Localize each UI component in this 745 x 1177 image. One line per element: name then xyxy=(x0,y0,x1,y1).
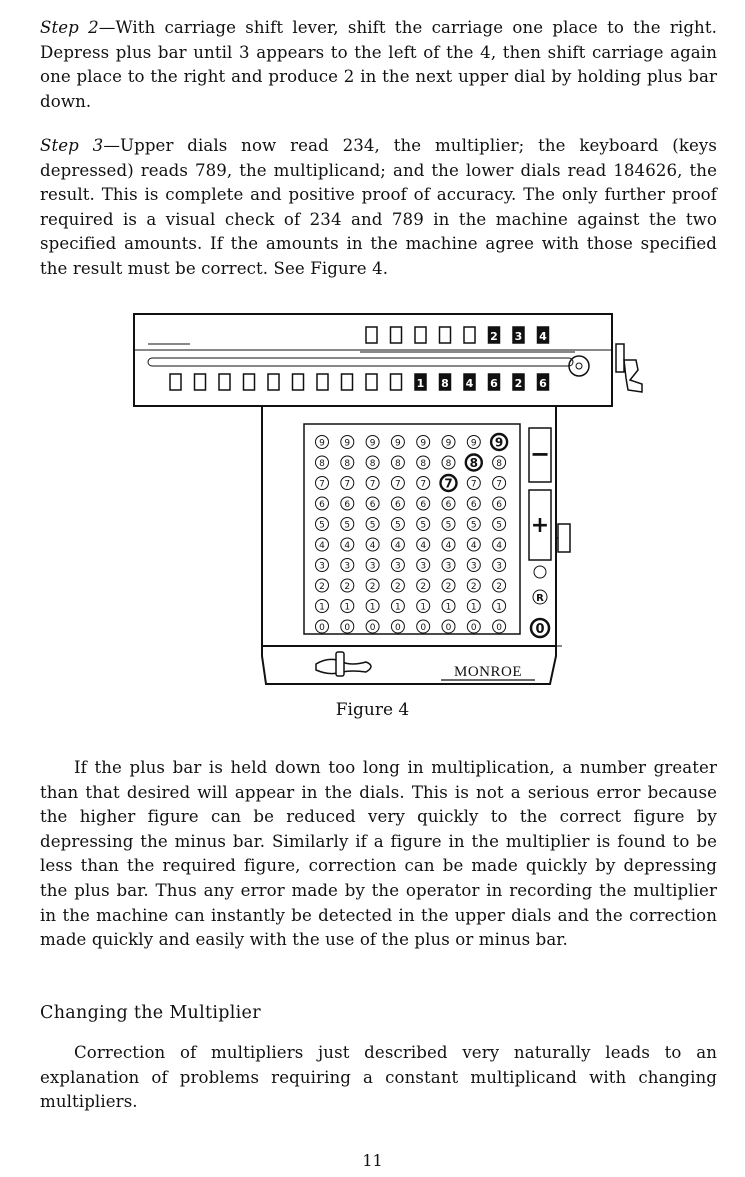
key-digit: 9 xyxy=(420,438,427,449)
key-digit: 5 xyxy=(496,520,502,531)
key-digit: 1 xyxy=(319,602,325,613)
key-digit: 9 xyxy=(494,435,504,450)
key-digit: 5 xyxy=(369,520,376,531)
key-digit: 4 xyxy=(344,541,351,551)
lower-dial xyxy=(342,374,353,390)
machine-body xyxy=(262,406,556,646)
upper-dial-digit: 4 xyxy=(539,330,547,343)
lower-dial xyxy=(268,374,279,390)
key-digit: 4 xyxy=(470,541,477,551)
key-digit: 9 xyxy=(369,438,376,449)
upper-dial xyxy=(391,327,402,343)
key-digit: 4 xyxy=(369,541,376,551)
side-r-key-label: R xyxy=(536,593,544,604)
keyboard-panel xyxy=(304,424,520,634)
key-digit: 1 xyxy=(369,602,376,613)
side-blank-key xyxy=(534,566,546,578)
plus-bar-paragraph: If the plus bar is held down too long in multiplication, a number greater than that desired will appear in the dials. This is not a serious error because the higher figure can be reduced very quickly to the correct figure by depressing the minus bar. Similarly if a figure in the multiplier is found to be less than the required figure, correction can be made quickly by depressing the plus bar. Thus any error made by the operator in recording the multiplier in the machine can instantly be detected in the upper dials and the correction made quickly and easily with the use of the plus or minus bar. xyxy=(40,758,717,950)
calculator-figure xyxy=(130,310,650,694)
key-digit: 3 xyxy=(445,561,452,572)
lower-dial xyxy=(317,374,328,390)
key-digit: 5 xyxy=(420,520,427,531)
lower-dial xyxy=(366,374,377,390)
minus-bar-label: − xyxy=(529,440,551,468)
key-digit: 2 xyxy=(369,582,376,592)
key-digit: 3 xyxy=(369,561,376,572)
key-digit: 2 xyxy=(395,582,401,592)
key-digit: 6 xyxy=(445,500,452,510)
key-digit: 2 xyxy=(445,582,452,592)
key-digit: 5 xyxy=(395,520,401,531)
carriage-scale-rail xyxy=(148,358,573,366)
step-3-label: Step 3 xyxy=(40,136,104,155)
key-digit: 7 xyxy=(395,479,401,490)
key-digit: 7 xyxy=(496,479,502,490)
key-digit: 5 xyxy=(470,520,477,531)
lower-dial-digit: 6 xyxy=(490,377,498,390)
lower-dial xyxy=(391,374,402,390)
key-digit: 8 xyxy=(344,459,351,469)
upper-dial xyxy=(464,327,475,343)
key-digit: 4 xyxy=(496,541,502,551)
key-digit: 6 xyxy=(420,500,427,510)
upper-dial xyxy=(366,327,377,343)
key-digit: 8 xyxy=(319,459,325,469)
key-digit: 4 xyxy=(445,541,452,551)
key-digit: 5 xyxy=(319,520,325,531)
key-digit: 7 xyxy=(319,479,325,490)
carriage-knob-icon xyxy=(569,356,589,376)
key-digit: 2 xyxy=(344,582,351,592)
key-digit: 4 xyxy=(395,541,401,551)
lower-dial-digit: 8 xyxy=(441,377,449,390)
key-digit: 8 xyxy=(369,459,376,469)
lower-dial xyxy=(170,374,181,390)
key-digit: 0 xyxy=(496,623,502,633)
lower-dial xyxy=(244,374,255,390)
key-digit: 2 xyxy=(319,582,325,592)
key-digit: 5 xyxy=(344,520,351,531)
side-zero-key-label: 0 xyxy=(535,622,545,637)
page-number: 11 xyxy=(362,1151,383,1170)
key-digit: 6 xyxy=(496,500,502,510)
crank-handle-icon xyxy=(624,360,642,392)
key-digit: 8 xyxy=(445,459,452,469)
key-digit: 0 xyxy=(445,623,452,633)
key-digit: 6 xyxy=(344,500,351,510)
upper-dial-digit: 2 xyxy=(490,330,498,343)
key-digit: 9 xyxy=(395,438,401,449)
lower-dials xyxy=(170,374,549,390)
lower-dial-digit: 2 xyxy=(514,377,523,390)
key-digit: 6 xyxy=(395,500,401,510)
key-digit: 2 xyxy=(420,582,427,592)
key-digit: 1 xyxy=(445,602,452,613)
key-digit: 6 xyxy=(470,500,477,510)
key-digit: 8 xyxy=(469,456,478,470)
key-digit: 6 xyxy=(369,500,376,510)
key-digit: 3 xyxy=(470,561,477,572)
side-lever-icon xyxy=(558,524,570,552)
key-digit: 2 xyxy=(496,582,502,592)
key-digit: 3 xyxy=(496,561,502,572)
step-2-text: —With carriage shift lever, shift the carriage one place to the right. Depress plus bar until 3 appears to the left of the 4, then shift carriage again one place to the right and produce 2 in the next upper dial by holding plus bar down. xyxy=(40,18,717,111)
step-2-label: Step 2 xyxy=(40,18,99,37)
keyboard xyxy=(316,434,508,633)
changing-multiplier-paragraph: Correction of multipliers just described very naturally leads to an explanation of problems requiring a constant multiplicand with changing multipliers. xyxy=(40,1043,717,1112)
key-digit: 8 xyxy=(395,459,401,469)
figure-caption: Figure 4 xyxy=(335,700,410,720)
key-digit: 0 xyxy=(470,623,477,633)
key-digit: 0 xyxy=(420,623,427,633)
key-digit: 1 xyxy=(395,602,401,613)
step-3-text: —Upper dials now read 234, the multiplier; the keyboard (keys depressed) reads 789, the multiplicand; and the lower dials read 184626, the result. This is complete and positive proof of accuracy. The only further proof required is a visual check of 234 and 789 in the machine against the two specified amounts. If the amounts in the machine agree with those specified the result must be correct. See Figure 4. xyxy=(40,136,717,278)
key-digit: 6 xyxy=(319,500,325,510)
plus-bar-label: + xyxy=(530,513,550,538)
key-digit: 0 xyxy=(344,623,351,633)
upper-dial xyxy=(415,327,426,343)
key-digit: 7 xyxy=(369,479,376,490)
key-digit: 8 xyxy=(420,459,427,469)
key-digit: 3 xyxy=(420,561,427,572)
key-digit: 1 xyxy=(420,602,427,613)
key-digit: 1 xyxy=(496,602,502,613)
key-digit: 8 xyxy=(496,459,502,469)
upper-dial xyxy=(440,327,451,343)
key-digit: 9 xyxy=(344,438,351,449)
key-digit: 4 xyxy=(420,541,427,551)
step-2-paragraph xyxy=(40,16,717,114)
upper-dial-digit: 3 xyxy=(514,330,523,343)
key-digit: 3 xyxy=(395,561,401,572)
key-digit: 4 xyxy=(319,541,325,551)
key-digit: 3 xyxy=(319,561,325,572)
key-digit: 2 xyxy=(470,582,477,592)
upper-dials xyxy=(366,327,549,343)
key-digit: 9 xyxy=(470,438,477,449)
key-digit: 9 xyxy=(319,438,325,449)
key-digit: 3 xyxy=(344,561,351,572)
key-digit: 7 xyxy=(420,479,427,490)
lower-dial xyxy=(293,374,304,390)
key-digit: 0 xyxy=(395,623,401,633)
section-heading: Changing the Multiplier xyxy=(40,1003,261,1023)
lower-dial xyxy=(195,374,206,390)
key-digit: 0 xyxy=(319,623,325,633)
brand-logo-text: MONROE xyxy=(453,664,523,680)
shift-lever-grip xyxy=(336,652,344,676)
key-digit: 5 xyxy=(445,520,452,531)
lower-dial-digit: 6 xyxy=(539,377,547,390)
carriage-knob-center xyxy=(576,363,582,369)
key-digit: 7 xyxy=(444,476,453,491)
key-digit: 1 xyxy=(470,602,477,613)
key-digit: 7 xyxy=(344,479,351,490)
monroe-calculator-illustration xyxy=(130,310,650,694)
lower-dial xyxy=(219,374,230,390)
key-digit: 9 xyxy=(445,438,452,449)
lower-dial-digit: 1 xyxy=(416,377,425,390)
lower-dial-digit: 4 xyxy=(465,377,474,390)
step-3-paragraph xyxy=(40,134,717,282)
key-digit: 0 xyxy=(369,623,376,633)
key-digit: 1 xyxy=(344,602,351,613)
crank-shaft xyxy=(616,344,624,372)
key-digit: 7 xyxy=(470,479,477,490)
